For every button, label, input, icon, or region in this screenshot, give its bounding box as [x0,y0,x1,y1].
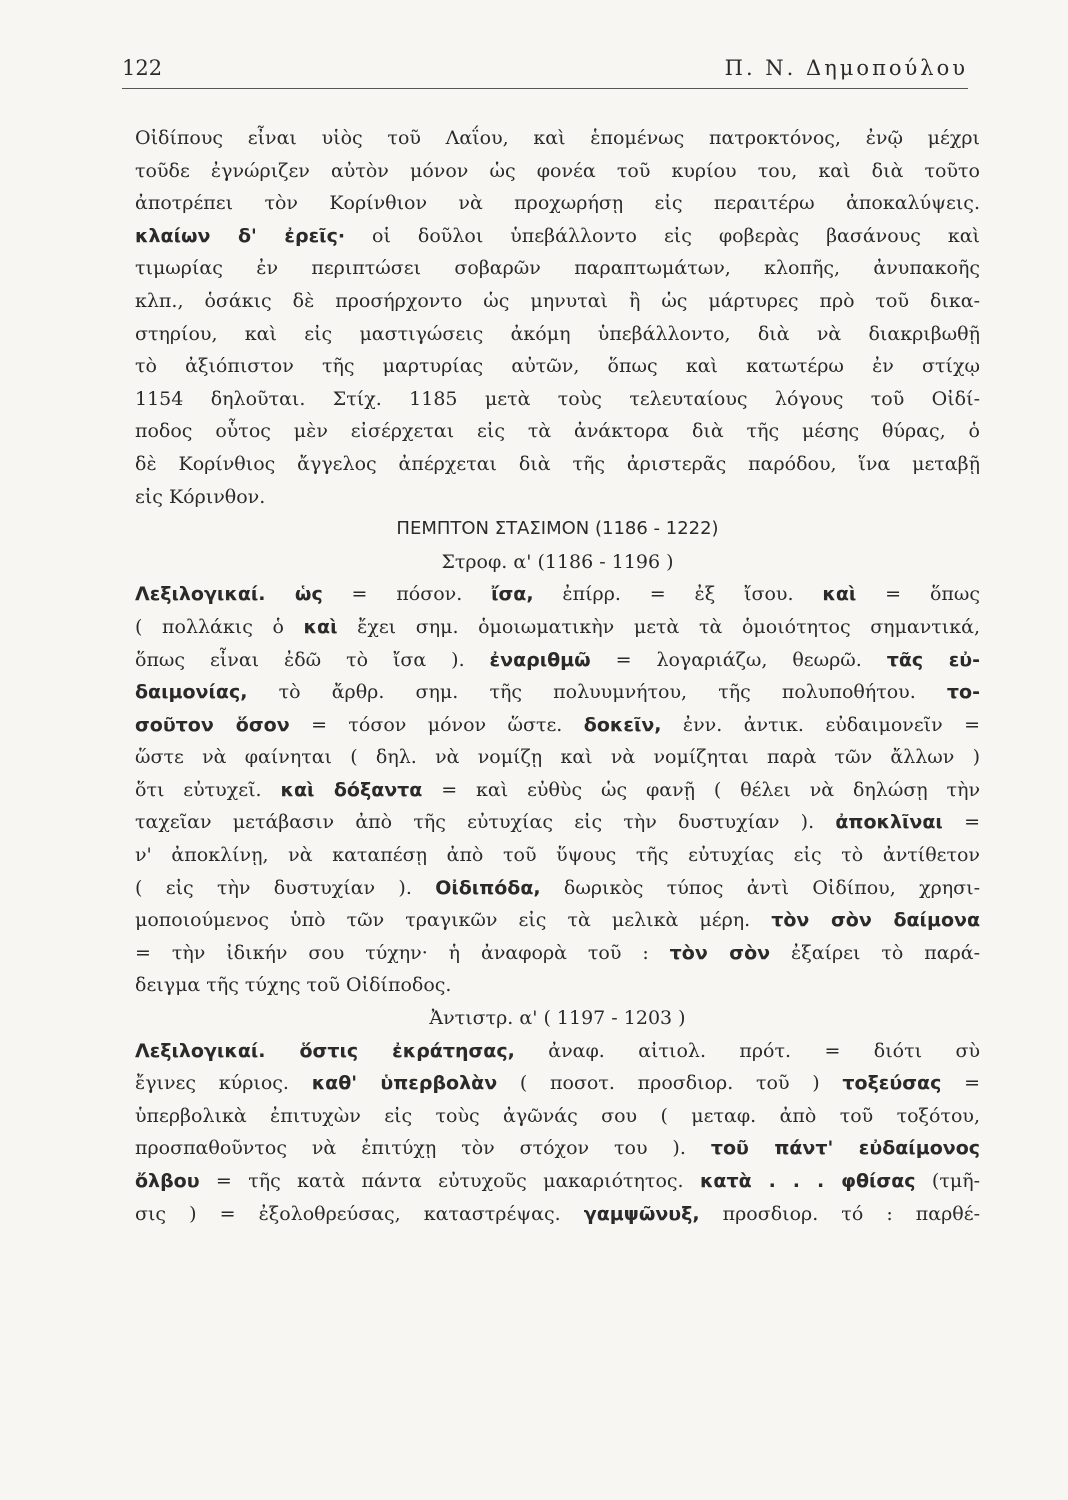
text-line: ὑπερβολικὰ ἐπιτυχὼν εἰς τοὺς ἀγῶνάς σου ( μεταφ. ἀπὸ τοῦ τοξότου, [135,1104,980,1127]
text-line: δὲ Κορίνθιος ἄγγελος ἀπέρχεται διὰ τῆς ἀριστερᾶς παρόδου, ἵνα μεταβῇ [135,452,980,475]
text-line: στηρίου, καὶ εἰς μαστιγώσεις ἀκόμη ὑπεβάλλοντο, διὰ νὰ διακριβωθῇ [135,322,980,345]
text-line: μοποιούμενος ὑπὸ τῶν τραγικῶν εἰς τὰ μελικὰ μέρη. τὸν σὸν δαίμονα [135,909,980,932]
text-line: Λεξιλογικαί. ὅστις ἐκράτησας, ἀναφ. αἰτιολ. πρότ. = διότι σὺ [135,1039,980,1062]
body-text [135,122,980,1230]
text-line: τὸ ἀξιόπιστον τῆς μαρτυρίας αὐτῶν, ὅπως καὶ κατωτέρω ἐν στίχῳ [135,355,980,378]
section-heading: ΠΕΜΠΤΟΝ ΣΤΑΣΙΜΟΝ (1186 - 1222) [396,518,719,540]
text-line: ταχεῖαν μετάβασιν ἀπὸ τῆς εὐτυχίας εἰς τὴν δυστυχίαν ). ἀποκλῖναι = [135,811,980,834]
running-head: Π. Ν. Δημοπούλου [724,56,968,80]
text-line: = τὴν ἰδικήν σου τύχην· ἡ ἀναφορὰ τοῦ : τὸν σὸν ἐξαίρει τὸ παρά- [135,941,980,964]
text-line: τοῦδε ἐγνώριζεν αὐτὸν μόνον ὡς φονέα τοῦ κυρίου του, καὶ διὰ τοῦτο [135,159,980,182]
text-line: δαιμονίας, τὸ ἄρθρ. σημ. τῆς πολυυμνήτου, τῆς πολυποθήτου. το- [135,681,980,704]
text-line: Οἰδίπους εἶναι υἱὸς τοῦ Λαΐου, καὶ ἑπομένως πατροκτόνος, ἐνῷ μέχρι [135,127,980,149]
text-line: 1154 δηλοῦται. Στίχ. 1185 μετὰ τοὺς τελευταίους λόγους τοῦ Οἰδί- [135,387,980,410]
subsection-heading: Στροφ. α' (1186 - 1196 ) [441,550,674,573]
text-line: σις ) = ἐξολοθρεύσας, καταστρέψας. γαμψῶνυξ, προσδιορ. τό : παρθέ- [135,1202,980,1225]
text-line: ἔγινες κύριος. καθ' ὑπερβολὰν ( ποσοτ. προσδιορ. τοῦ ) τοξεύσας = [135,1072,980,1095]
text-line: ὅπως εἶναι ἐδῶ τὸ ἴσα ). ἐναριθμῶ = λογαριάζω, θεωρῶ. τᾶς εὐ- [135,648,980,671]
page-number: 122 [122,56,163,80]
text-line: προσπαθοῦντος νὰ ἐπιτύχῃ τὸν στόχον του ). τοῦ πάντ' εὐδαίμονος [135,1137,980,1160]
text-line [135,220,980,253]
text-line: ὄλβου = τῆς κατὰ πάντα εὐτυχοῦς μακαριότητος. κατὰ . . . φθίσας (τμῆ- [135,1170,980,1192]
lemma: κλαίων δ' ἐρεῖς· [135,224,346,247]
subsection-heading: Ἀντιστρ. α' ( 1197 - 1203 ) [429,1007,686,1030]
text-line: ὅτι εὐτυχεῖ. καὶ δόξαντα = καὶ εὐθὺς ὡς φανῇ ( θέλει νὰ δηλώσῃ τὴν [135,778,980,801]
text-line: σοῦτον ὅσον = τόσον μόνον ὥστε. δοκεῖν, ἐνν. ἀντικ. εὐδαιμονεῖν = [135,713,980,736]
text-line: ποδος οὗτος μὲν εἰσέρχεται εἰς τὰ ἀνάκτορα διὰ τῆς μέσης θύρας, ὁ [135,420,980,443]
text-line: κλπ., ὁσάκις δὲ προσήρχοντο ὡς μηνυταὶ ἢ ὡς μάρτυρες πρὸ τοῦ δικα- [135,289,980,312]
text-line: ὥστε νὰ φαίνηται ( δηλ. νὰ νομίζῃ καὶ νὰ νομίζηται παρὰ τῶν ἄλλων ) [135,746,980,769]
text-line: εἰς Κόρινθον. [135,485,266,508]
text-line: ἀποτρέπει τὸν Κορίνθιον νὰ προχωρήσῃ εἰς περαιτέρω ἀποκαλύψεις. [135,192,980,215]
text-line: Λεξιλογικαί. ὡς = πόσον. ἴσα, ἐπίρρ. = ἐξ ἴσου. καὶ = ὅπως [135,583,980,606]
gloss: οἱ δοῦλοι ὑπεβάλλοντο εἰς φοβερὰς βασάνους καὶ [345,224,980,247]
text-line: ν' ἀποκλίνῃ, νὰ καταπέσῃ ἀπὸ τοῦ ὕψους τῆς εὐτυχίας εἰς τὸ ἀντίθετον [135,844,980,867]
text-line: δειγμα τῆς τύχης τοῦ Οἰδίποδος. [135,974,452,997]
text-line: ( εἰς τὴν δυστυχίαν ). Οἰδιπόδα, δωρικὸς τύπος ἀντὶ Οἰδίπου, χρησι- [135,876,980,899]
text-line: τιμωρίας ἐν περιπτώσει σοβαρῶν παραπτωμάτων, κλοπῆς, ἀνυπακοῆς [135,257,980,280]
page-header [122,52,968,89]
text-line: ( πολλάκις ὁ καὶ ἔχει σημ. ὁμοιωματικὴν μετὰ τὰ ὁμοιότητος σημαντικά, [135,615,980,638]
